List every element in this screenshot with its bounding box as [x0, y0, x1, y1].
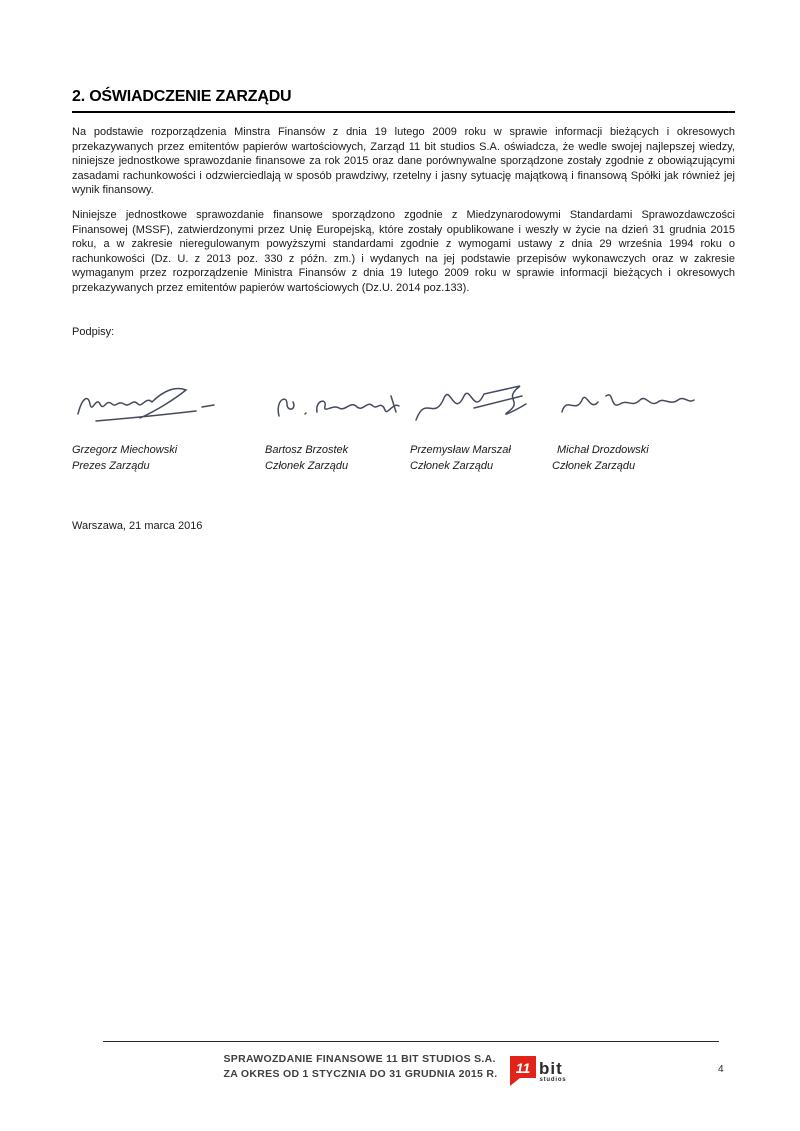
- logo-studios: studios: [539, 1077, 566, 1083]
- signature-row: [72, 372, 735, 434]
- statement-paragraph-2: Niniejsze jednostkowe sprawozdanie finansowe sporządzono zgodnie z Miedzynarodowymi Standardami Sprawozdawczości Finansowej (MSSF), zatwierdzonymi przez Unię Europejską, które zostały opublikowane i weszły w życie na dzień 31 grudnia 2015 roku, a w zakresie nieregulowanym powyższymi standardami zgodnie z wymogami ustawy z dnia 29 września 1994 roku o rachunkowości (Dz. U. z 2013 poz. 330 z późn. zm.) i wydanych na jej podstawie przepisów wykonawczych oraz w zakresie wymaganym przez rozporządzenie Ministra Finansów z dnia 19 lutego 2009 roku w sprawie informacji bieżących i okresowych przekazywanych przez emitentów papierów wartościowych (Dz.U. 2014 poz.133).: [72, 208, 735, 294]
- signatory-block: [552, 442, 735, 474]
- page-content: [72, 88, 735, 532]
- logo-bit: bit: [538, 1059, 563, 1078]
- signatory-name: Grzegorz Miechowski: [72, 443, 178, 456]
- footer-line-2: ZA OKRES OD 1 STYCZNIA DO 31 GRUDNIA 2015 R.: [223, 1068, 498, 1080]
- signatory-title: Członek Zarządu: [552, 459, 636, 472]
- signatory-block: [265, 442, 410, 474]
- signatory-title: Prezes Zarządu: [72, 459, 150, 472]
- logo-number: 11: [515, 1060, 530, 1076]
- company-logo-icon: [507, 1053, 577, 1089]
- signature-image-drozdowski: [552, 374, 735, 434]
- footer-divider: [103, 1041, 719, 1042]
- signatory-names: [72, 442, 735, 474]
- section-heading: 2. OŚWIADCZENIE ZARZĄDU: [72, 88, 735, 113]
- signatory-name: Przemysław Marszał: [410, 443, 511, 456]
- signature-image-brzostek: [265, 374, 410, 434]
- signatory-block: [72, 442, 265, 474]
- signatory-block: [410, 442, 552, 474]
- place-and-date: Warszawa, 21 marca 2016: [72, 519, 203, 532]
- signatures-label: Podpisy:: [72, 325, 115, 338]
- page-footer: [0, 1052, 800, 1089]
- signatory-name: Michał Drozdowski: [557, 443, 649, 456]
- signatory-name: Bartosz Brzostek: [265, 443, 349, 456]
- page-number: 4: [718, 1064, 724, 1075]
- signatory-title: Członek Zarządu: [265, 459, 349, 472]
- signatory-title: Członek Zarządu: [410, 459, 494, 472]
- footer-report-title: [224, 1052, 498, 1082]
- statement-paragraph-1: Na podstawie rozporządzenia Minstra Finansów z dnia 19 lutego 2009 roku w sprawie informacji bieżących i okresowych przekazywanych przez emitentów papierów wartościowych, Zarząd 11 bit studios S.A. oświadcza, że wedle swojej najlepszej wiedzy, niniejsze jednostkowe sprawozdanie finansowe za rok 2015 oraz dane porównywalne sporządzone zostały zgodnie z obowiązującymi zasadami rachunkowości i odzwierciedlają w sposób prawdziwy, rzetelny i jasny sytuację majątkową i finansową Spółki jak również jej wynik finansowy.: [72, 126, 735, 197]
- signature-image-miechowski: [72, 374, 265, 434]
- signature-image-marszal: [410, 374, 552, 434]
- footer-line-1: SPRAWOZDANIE FINANSOWE 11 BIT STUDIOS S.A.: [223, 1053, 496, 1065]
